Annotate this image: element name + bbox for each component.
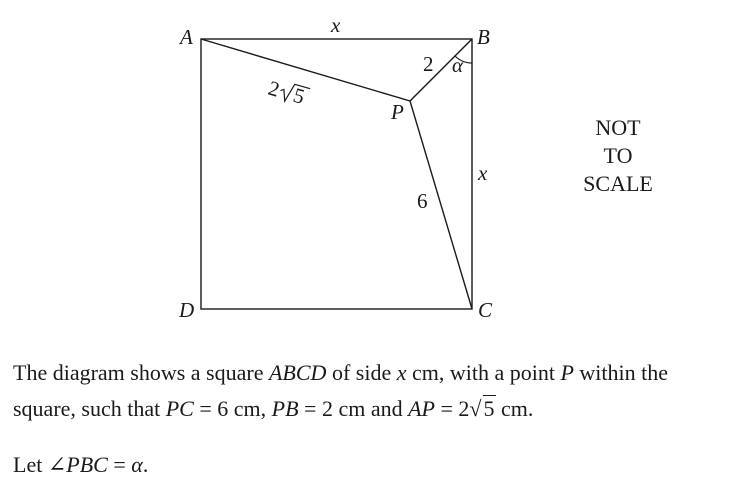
segment-pb-name: PB xyxy=(271,396,299,421)
angle-alpha-label: α xyxy=(452,53,464,77)
ap-coefficient: 2 xyxy=(265,75,283,102)
alpha-symbol: α xyxy=(131,452,143,477)
vertex-label-d: D xyxy=(179,298,195,322)
right-side-label: x xyxy=(478,161,488,185)
vertex-label-b: B xyxy=(477,25,490,49)
vertex-label-p: P xyxy=(391,100,404,124)
angle-symbol: ∠ xyxy=(47,452,67,477)
problem-statement xyxy=(13,355,738,427)
point-name: P xyxy=(560,360,574,385)
segment-pc-name: PC xyxy=(165,396,194,421)
vertex-label-c: C xyxy=(478,298,493,322)
ap-length-label xyxy=(266,76,311,110)
angle-name: PBC xyxy=(66,452,108,477)
pc-length-label: 6 xyxy=(417,189,428,213)
sqrt-expression: √5 xyxy=(469,396,495,421)
statement-line-2: square, such that PC = 6 cm, PB = 2 cm and AP = 2√5 cm. xyxy=(13,391,738,427)
top-side-label: x xyxy=(331,13,341,37)
let-statement: Let ∠PBC = α. xyxy=(13,452,149,477)
segment-ap-name: AP xyxy=(408,396,435,421)
ap-radicand: 5 xyxy=(290,82,308,109)
note-line-1: NOT xyxy=(595,115,641,140)
note-line-3: SCALE xyxy=(583,171,653,196)
note-line-2: TO xyxy=(603,143,633,168)
pb-length-label: 2 xyxy=(423,52,434,76)
not-to-scale-note xyxy=(560,114,676,198)
statement-line-1: The diagram shows a square ABCD of side x cm, with a point P within the xyxy=(13,360,669,385)
side-variable: x xyxy=(396,360,407,385)
square-name: ABCD xyxy=(268,360,327,385)
vertex-label-a: A xyxy=(180,25,193,49)
